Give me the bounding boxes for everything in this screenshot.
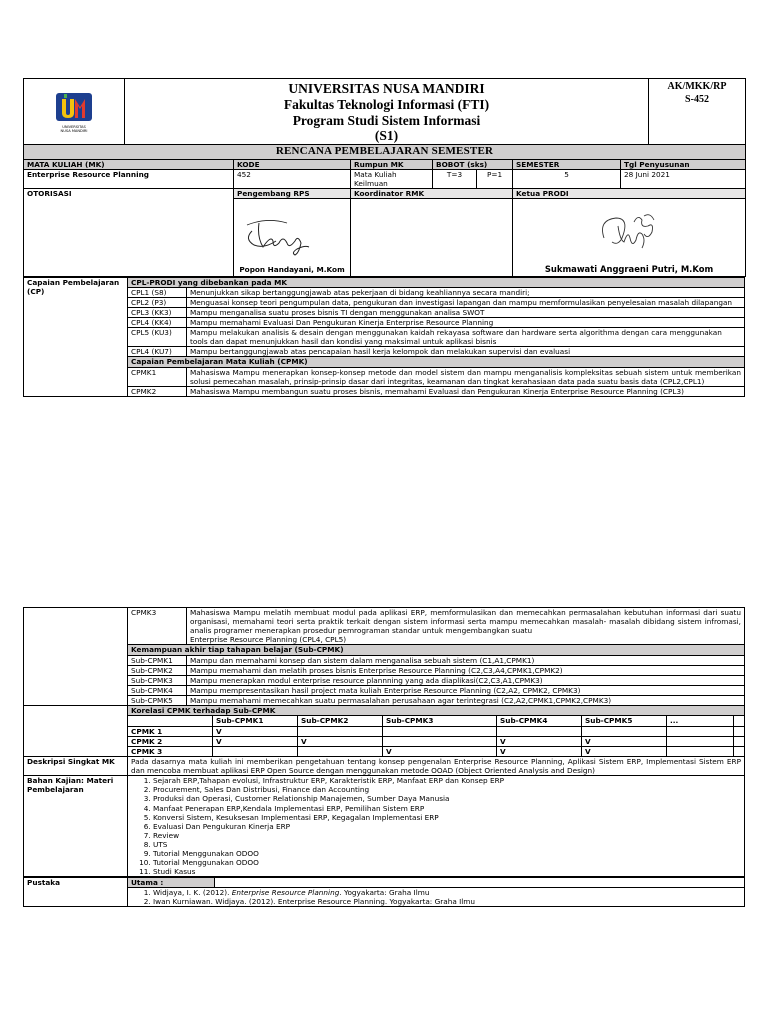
koordinator-signature-cell <box>351 199 513 277</box>
subcpmk-code: Sub-CPMK5 <box>128 695 187 705</box>
bahan-item: 5. Konversi Sistem, Kesuksesan Implementasi ERP, Kegagalan Implementasi ERP <box>153 813 741 822</box>
pustaka-item <box>153 897 741 906</box>
korelasi-row-label: CPMK 1 <box>128 726 213 736</box>
korelasi-cell: V <box>298 736 383 746</box>
label-pengembang: Pengembang RPS <box>234 189 351 199</box>
korelasi-col-header: ... <box>667 716 734 726</box>
label-otorisasi: OTORISASI <box>24 189 234 277</box>
bahan-item: 11. Studi Kasus <box>153 867 741 876</box>
bahan-item: 3. Produksi dan Operasi, Customer Relationship Manajemen, Sumber Daya Manusia <box>153 794 741 803</box>
korelasi-left-blank <box>24 706 128 757</box>
korelasi-empty-cell <box>734 736 745 746</box>
logo-cell <box>24 79 125 145</box>
korelasi-col-header: Sub-CPMK3 <box>383 716 497 726</box>
label-rumpun: Rumpun MK <box>351 159 433 169</box>
korelasi-cell <box>667 746 734 756</box>
course-info-table <box>23 159 746 277</box>
korelasi-header: Korelasi CPMK terhadap Sub-CPMK <box>128 706 745 716</box>
degree-level: (S1) <box>374 128 399 144</box>
rps-page-2 <box>23 607 745 907</box>
cpl-header: CPL-PRODI yang dibebankan pada MK <box>128 277 745 287</box>
desc-table <box>23 756 745 877</box>
value-t: T=3 <box>433 170 477 189</box>
signature-sukmawati <box>584 208 674 260</box>
korelasi-row-label: CPMK 2 <box>128 736 213 746</box>
bahan-item: 6. Evaluasi Dan Pengukuran Kinerja ERP <box>153 822 741 831</box>
korelasi-cell <box>298 746 383 756</box>
deskripsi-text: Pada dasarnya mata kuliah ini memberikan pengetahuan tentang konsep pengenalan Enterprise Resource Planning, Aplikasi Sistem ERP, Implementasi Sistem ERP dan mencoba membuat aplikasi ERP Open Source dengan menggunakan metode OOAD (Object Oriented Analysis and Design) <box>128 757 745 776</box>
rps-title: RENCANA PEMBELAJARAN SEMESTER <box>24 145 746 160</box>
korelasi-cell <box>213 746 298 756</box>
label-kode: KODE <box>234 159 351 169</box>
cpl-text: Mampu memahami Evaluasi Dan Pengukuran Kinerja Enterprise Resource Planning <box>187 318 745 328</box>
value-semester: 5 <box>513 170 621 189</box>
header-table <box>23 78 746 160</box>
cpmk3-text-main: Mahasiswa Mampu melatih membuat modul pada aplikasi ERP, memformulasikan dan memecahkan permasalahan kebutuhan informasi dari suatu organisasi, memahami teori serta praktik terkait dengan sistem informasi serta mampu memecahkan masalah- masalah dibidang sistem infromasi, analis programer menerapkan prosedur pemrograman standar untuk mengembangkan suatu <box>190 608 741 636</box>
bahan-item: 4. Manfaat Penerapan ERP,Kendala Implementasi ERP, Pemilihan Sistem ERP <box>153 804 741 813</box>
korelasi-empty-cell <box>734 746 745 756</box>
bahan-label-1: Bahan Kajian: Materi <box>27 776 114 786</box>
logo-text-2: NUSA MANDIRI <box>60 128 88 133</box>
value-kode: 452 <box>234 170 351 189</box>
logo-emblem-icon <box>54 89 94 123</box>
pustaka-pre: Widjaya, I. K. (2012). <box>153 887 232 897</box>
cpl-text: Mampu menganalisa suatu proses bisnis TI dengan menggunakan analisa SWOT <box>187 307 745 317</box>
cpl-code: CPL4 (KK4) <box>128 318 187 328</box>
korelasi-col-header: Sub-CPMK2 <box>298 716 383 726</box>
cpl-code: CPL2 (P3) <box>128 297 187 307</box>
utama-label: Utama : <box>128 877 215 887</box>
korelasi-cell <box>667 736 734 746</box>
cpmk-code: CPMK2 <box>128 386 187 396</box>
cp-table <box>23 277 745 397</box>
korelasi-cell <box>383 736 497 746</box>
faculty-name: Fakultas Teknologi Informasi (FTI) <box>283 96 490 112</box>
pustaka-item <box>153 888 741 897</box>
bahan-item: 8. UTS <box>153 840 741 849</box>
value-rumpun: Mata Kuliah Keilmuan <box>351 170 433 189</box>
subcpmk-code: Sub-CPMK2 <box>128 665 187 675</box>
cp-label-2: (CP) <box>27 286 45 296</box>
page2-table <box>23 607 745 706</box>
doc-code-2: S-452 <box>685 94 709 105</box>
pustaka-list <box>131 888 741 906</box>
value-mata-kuliah: Enterprise Resource Planning <box>24 170 234 189</box>
cpl-text: Mampu melakukan analisis & desain dengan menggunakan kaidah rekayasa software dan hardware serta algorithma dengan cara menggunakan tools dan dapat menunjukkan hasil dan kondisi yang maksimal untuk aplikasi bisnis <box>187 328 745 347</box>
korelasi-corner <box>128 716 213 726</box>
cpmk-text: Mahasiswa Mampu membangun suatu proses bisnis, memahami Evaluasi dan Pengukuran Kinerja Enterprise Resource Planning (CPL3) <box>187 386 745 396</box>
label-ketua: Ketua PRODI <box>513 189 746 199</box>
cpl-code: CPL4 (KU7) <box>128 347 187 357</box>
title-cell <box>125 79 649 145</box>
bahan-label <box>24 776 128 877</box>
subcpmk-header: Kemampuan akhir tiap tahapan belajar (Sub-CPMK) <box>128 645 745 655</box>
cpmk3-text-secondary: Enterprise Resource Planning (CPL4, CPL5) <box>190 635 347 645</box>
subcpmk-code: Sub-CPMK4 <box>128 685 187 695</box>
bahan-label-2: Pembelajaran <box>27 785 84 795</box>
cpmk-text: Mahasiswa Mampu menerapkan konsep-konsep metode dan model sistem dan mampu menganalisis kompleksitas sebuah sistem untuk memberikan solusi pemecahan masalah, prinsip-prinsip dasar dari integritas, keamanan dan tingkat kerahasiaan data pada suatu basis data (CPL2,CPL1) <box>187 367 745 386</box>
cp-label-continued <box>24 608 128 706</box>
bahan-item: 7. Review <box>153 831 741 840</box>
subcpmk-code: Sub-CPMK3 <box>128 675 187 685</box>
korelasi-cell: V <box>582 736 667 746</box>
subcpmk-text: Mampu menerapkan modul enterprise resource plannning yang ada diaplikasi(C2,C3,A1,CPMK3) <box>187 675 745 685</box>
korelasi-cell <box>497 726 582 736</box>
pengembang-signature-cell <box>234 199 351 277</box>
cpmk-header: Capaian Pembelajaran Mata Kuliah (CPMK) <box>128 357 745 367</box>
label-bobot: BOBOT (sks) <box>433 159 513 169</box>
korelasi-cell: V <box>582 746 667 756</box>
label-mata-kuliah: MATA KULIAH (MK) <box>24 159 234 169</box>
university-name: UNIVERSITAS NUSA MANDIRI <box>288 81 485 97</box>
doc-code-cell <box>649 79 746 145</box>
cpl-text: Menguasai konsep teori pengumpulan data, pengukuran dan investigasi lapangan dan mampu memformulasikan penyelesaian masalah dilapangan <box>187 297 745 307</box>
pustaka-label: Pustaka <box>24 877 128 906</box>
ketua-name: Sukmawati Anggraeni Putri, M.Kom <box>544 263 714 274</box>
signature-popon <box>237 211 347 263</box>
cp-label <box>24 277 128 396</box>
korelasi-cell <box>582 726 667 736</box>
subcpmk-code: Sub-CPMK1 <box>128 655 187 665</box>
program-name: Program Studi Sistem Informasi <box>292 112 481 128</box>
korelasi-cell: V <box>497 746 582 756</box>
cp-label-1: Capaian Pembelajaran <box>27 277 120 287</box>
label-semester: SEMESTER <box>513 159 621 169</box>
value-tgl: 28 Juni 2021 <box>621 170 746 189</box>
university-logo <box>52 89 96 133</box>
cpmk3-text <box>187 608 745 645</box>
korelasi-col-header: Sub-CPMK5 <box>582 716 667 726</box>
pustaka-table <box>23 877 745 907</box>
label-koordinator: Koordinator RMK <box>351 189 513 199</box>
bahan-item: 1. Sejarah ERP,Tahapan evolusi, Infrastruktur ERP, Karakteristik ERP, Manfaat ERP dan Konsep ERP <box>153 776 741 785</box>
cpl-text: Mampu bertanggungjawab atas pencapaian hasil kerja kelompok dan melakukan supervisi dan evaluasi <box>187 347 745 357</box>
bahan-item: 9. Tutorial Menggunakan ODOO <box>153 849 741 858</box>
subcpmk-text: Mampu dan memahami konsep dan sistem dalam menganalisa sebuah sistem (C1,A1,CPMK1) <box>187 655 745 665</box>
cpmk3-code: CPMK3 <box>128 608 187 645</box>
korelasi-cell <box>383 726 497 736</box>
pengembang-name: Popon Handayani, M.Kom <box>239 265 345 275</box>
subcpmk-text: Mampu mempresentasikan hasil project mata kuliah Enterprise Resource Planning (C2,A2, CPMK2, CPMK3) <box>187 685 745 695</box>
cpl-code: CPL5 (KU3) <box>128 328 187 347</box>
deskripsi-label: Deskripsi Singkat MK <box>24 757 128 776</box>
value-p: P=1 <box>477 170 513 189</box>
korelasi-cell <box>667 726 734 736</box>
korelasi-cell: V <box>213 726 298 736</box>
cpmk-code: CPMK1 <box>128 367 187 386</box>
doc-code-1: AK/MKK/RP <box>667 81 727 92</box>
korelasi-cell: V <box>383 746 497 756</box>
bahan-list <box>131 776 741 876</box>
pustaka-list-cell <box>128 887 745 906</box>
korelasi-cell: V <box>497 736 582 746</box>
korelasi-table <box>23 705 745 757</box>
bahan-list-cell <box>128 776 745 877</box>
rps-page-1 <box>23 78 745 397</box>
pustaka-post: . Yogyakarta: Graha Ilmu <box>339 887 430 897</box>
korelasi-col-header: Sub-CPMK4 <box>497 716 582 726</box>
subcpmk-text: Mampu memahami dan melatih proses bisnis Enterprise Resource Planning (C2,C3,A4,CPMK1,CPMK2) <box>187 665 745 675</box>
korelasi-cell: V <box>213 736 298 746</box>
cpl-text: Menunjukkan sikap bertanggungjawab atas pekerjaan di bidang keahliannya secara mandiri; <box>187 287 745 297</box>
utama-blank <box>215 877 745 887</box>
cpl-code: CPL1 (S8) <box>128 287 187 297</box>
bahan-item: 10. Tutorial Menggunakan ODOO <box>153 858 741 867</box>
korelasi-empty-col <box>734 716 745 726</box>
subcpmk-text: Mampu memahami memecahkan suatu permasalahan perusahaan agar terintegrasi (C2,A2,CPMK1,CPMK2,CPMK3) <box>187 695 745 705</box>
pustaka-title: Enterprise Resource Planning <box>231 887 340 897</box>
korelasi-cell <box>298 726 383 736</box>
korelasi-row-label: CPMK 3 <box>128 746 213 756</box>
bahan-item: 2. Procurement, Sales Dan Distribusi, Finance dan Accounting <box>153 785 741 794</box>
label-tgl: Tgl Penyusunan <box>621 159 746 169</box>
logo-text-1: UNIVERSITAS <box>62 124 86 129</box>
ketua-signature-cell <box>513 199 746 277</box>
cpl-code: CPL3 (KK3) <box>128 307 187 317</box>
pustaka-pre: Iwan Kurniawan. Widjaya. (2012). Enterprise Resource Planning. Yogyakarta: Graha Ilmu <box>153 896 476 906</box>
korelasi-col-header: Sub-CPMK1 <box>213 716 298 726</box>
korelasi-empty-cell <box>734 726 745 736</box>
